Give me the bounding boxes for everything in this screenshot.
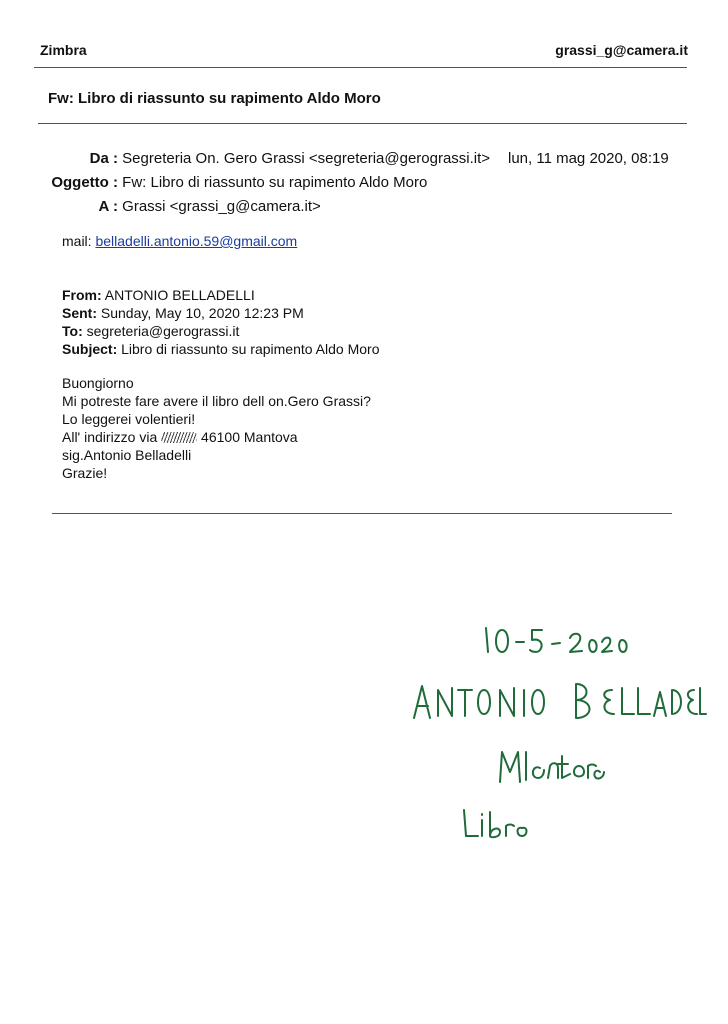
app-name: Zimbra <box>40 42 87 58</box>
body-address-line <box>62 428 371 446</box>
account-email: grassi_g@camera.it <box>555 42 688 58</box>
mail-label: mail: <box>62 233 92 249</box>
handwritten-city <box>496 744 606 784</box>
body-closing: Grazie! <box>62 465 108 481</box>
address-prefix: All' indirizzo via <box>62 429 158 445</box>
fwd-to-label: To: <box>62 323 83 339</box>
subject-label: Oggetto : <box>51 174 118 191</box>
divider <box>38 123 687 124</box>
from-row <box>48 150 490 167</box>
from-value: Segreteria On. Gero Grassi <segreteria@gerograssi.it> <box>122 150 491 167</box>
handwritten-date <box>480 618 630 658</box>
fwd-from-label: From: <box>62 287 102 303</box>
forwarded-header <box>62 286 379 358</box>
divider <box>34 67 687 68</box>
handwritten-name <box>408 676 708 724</box>
fwd-from-value: ANTONIO BELLADELLI <box>104 287 255 303</box>
body-signature: sig.Antonio Belladelli <box>62 447 192 463</box>
body-line: Mi potreste fare avere il libro dell on.Gero Grassi? <box>62 393 371 409</box>
mail-line <box>62 232 297 250</box>
subject-value: Fw: Libro di riassunto su rapimento Aldo Moro <box>122 174 428 191</box>
subject-row <box>48 174 427 191</box>
from-label: Da : <box>89 150 118 167</box>
to-label: A : <box>98 198 118 215</box>
fwd-subject-value: Libro di riassunto su rapimento Aldo Moro <box>121 341 380 357</box>
fwd-to-value: segreteria@gerograssi.it <box>86 323 240 339</box>
handwritten-item <box>460 806 540 840</box>
fwd-subject-label: Subject: <box>62 341 118 357</box>
address-suffix: 46100 Mantova <box>201 429 298 445</box>
message-date: lun, 11 mag 2020, 08:19 <box>508 150 669 167</box>
message-title: Fw: Libro di riassunto su rapimento Aldo Moro <box>48 90 381 107</box>
fwd-from-row <box>62 286 379 304</box>
fwd-sent-label: Sent: <box>62 305 97 321</box>
divider <box>52 513 672 514</box>
redacted-street <box>161 432 197 443</box>
fwd-sent-row <box>62 304 379 322</box>
message-body <box>62 374 371 482</box>
to-value: Grassi <grassi_g@camera.it> <box>122 198 321 215</box>
fwd-to-row <box>62 322 379 340</box>
to-row <box>48 198 321 215</box>
fwd-subject-row <box>62 340 379 358</box>
body-line: Lo leggerei volentieri! <box>62 411 196 427</box>
fwd-sent-value: Sunday, May 10, 2020 12:23 PM <box>100 305 304 321</box>
body-greeting: Buongiorno <box>62 375 134 391</box>
mail-address-link[interactable]: belladelli.antonio.59@gmail.com <box>95 233 298 249</box>
